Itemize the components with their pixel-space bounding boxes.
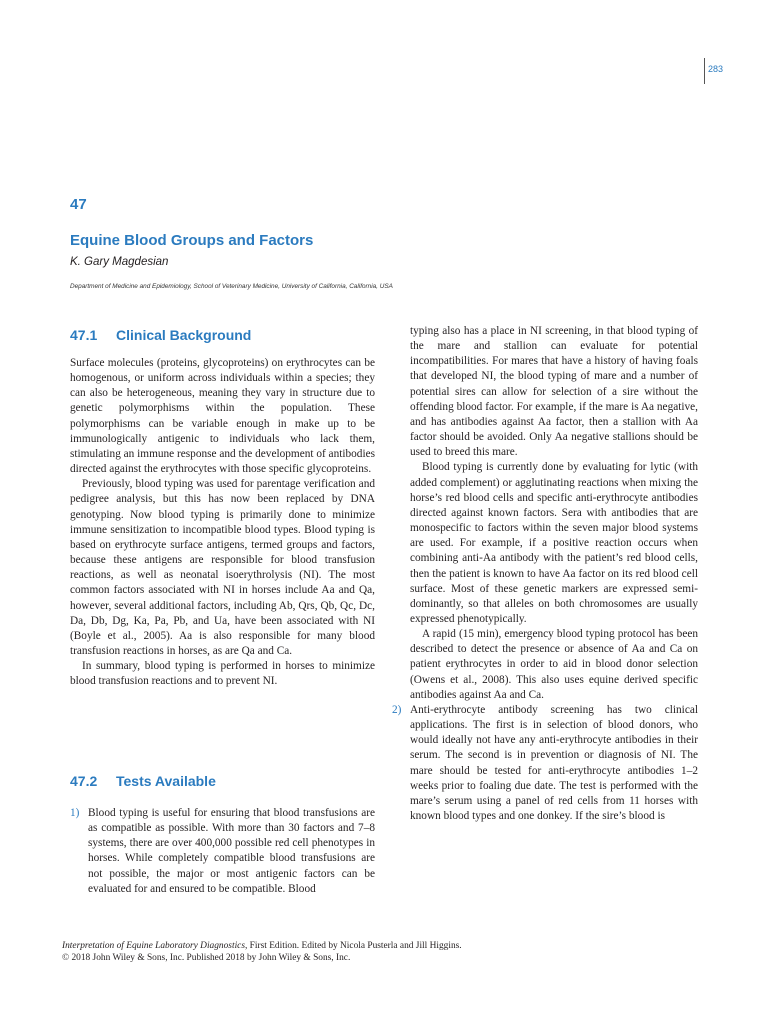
body-paragraph: A rapid (15 min), emergency blood typing protocol has been described to detect the presence or absence of Aa and Ca on patient erythrocytes in order to aid in blood donor selection (Owens et al., 2008). This also uses equine derived specific antibodies against Aa and Ca. (410, 628, 698, 701)
page-number: 283 (708, 64, 724, 74)
body-paragraph: Blood typing is currently done by evaluating for lytic (with added complement) or agglutinating reactions when mixing the horse’s red blood cells and specific anti-erythrocyte antibodies directed against known factors. Sera with antibodies that are monospecific to factors within the seven major blood systems are used. For example, if a positive reaction occurs when combining anti-Aa antibody with the patient’s red blood cells, then the patient is known to have Aa factor on its red blood cell surface. Most of these genetic markers are expressed semi-dominantly, so that alleles on both chromosomes are usually expressed phenotypically. (410, 461, 698, 625)
author-affiliation: Department of Medicine and Epidemiology, School of Veterinary Medicine, University of California, California, USA (70, 283, 393, 290)
body-paragraph: Surface molecules (proteins, glycoproteins) on erythrocytes can be homogenous, or uniform across individuals within a species; they can also be heterogeneous, meaning they vary in structure due to genetic polymorphisms within the population. These polymorphisms can be variable enough in make up to be immunologically antigenic to individuals who lack them, stimulating an immune response and the development of antibodies directed against the erythrocytes with those specific glycoproteins. (70, 357, 375, 476)
left-column-body (70, 356, 375, 689)
footer-book-title: Interpretation of Equine Laboratory Diagnostics (62, 941, 245, 951)
body-paragraph: typing also has a place in NI screening, in that blood typing of the mare and stallion can evaluate for potential incompatibilities. For mares that have a history of having foals that developed NI, the blood typing of mare and a number of potential sires can allow for selection of a sire without the offending blood factor. For example, if the mare is Aa negative, and has antibodies against Aa factor, then a stallion with Aa factor should be avoided. Only Aa negative stallions should be used to breed this mare. (410, 325, 698, 459)
chapter-title: Equine Blood Groups and Factors (70, 232, 314, 249)
list-item-continuation (392, 324, 698, 703)
section-number: 47.1 (70, 327, 98, 343)
section-heading-clinical-background (70, 327, 251, 343)
footer-edition: , First Edition. Edited by Nicola Pusterla and Jill Higgins. (244, 941, 462, 951)
chapter-author: K. Gary Magdesian (70, 256, 169, 268)
section-number: 47.2 (70, 773, 98, 789)
footer-citation (62, 940, 462, 952)
page-number-rule (704, 58, 705, 84)
left-column-list (70, 806, 375, 897)
right-column-body (392, 324, 698, 824)
chapter-number: 47 (70, 196, 87, 213)
list-marker: 1) (70, 807, 80, 819)
footer-copyright: © 2018 John Wiley & Sons, Inc. Published 2018 by John Wiley & Sons, Inc. (62, 953, 351, 963)
list-marker: 2) (392, 703, 402, 716)
list-item (392, 703, 698, 824)
section-title: Tests Available (116, 773, 216, 789)
body-paragraph: In summary, blood typing is performed in horses to minimize blood transfusion reactions and to prevent NI. (70, 660, 375, 688)
list-item-text: Anti-erythrocyte antibody screening has two clinical applications. The first is in selection of blood donors, who would ideally not have any anti-erythrocyte antibodies in their serum. The second is in prevention or diagnosis of NI. The mare should be tested for anti-erythrocyte antibodies 1–2 weeks prior to foaling due date. The test is performed with the mare’s serum using a panel of red cells from 11 horses with known blood types and one donkey. If the sire’s blood is (410, 703, 698, 822)
list-item-text: Blood typing is useful for ensuring that blood transfusions are as compatible as possible. With more than 30 factors and 7–8 systems, there are over 400,000 possible red cell phenotypes in horses. While completely compatible blood transfusions are not possible, the major or most antigenic factors can be evaluated for and ensured to be compatible. Blood (88, 807, 375, 895)
page-footer (62, 940, 462, 964)
list-item (70, 806, 375, 897)
section-title: Clinical Background (116, 327, 252, 343)
section-heading-tests-available (70, 773, 216, 789)
body-paragraph: Previously, blood typing was used for parentage verification and pedigree analysis, but this has now been replaced by DNA genotyping. Now blood typing is primarily done to minimize immune sensitization to incompatible blood types. Blood typing is based on erythrocyte surface antigens, termed groups and factors, because these antigens are responsible for blood transfusion reactions, as well as neonatal isoerythrolysis (NI). The most common factors associated with NI in horses include Aa and Qa, however, several additional factors, including Ab, Qrs, Qb, Qc, Dc, Da, Db, Dg, Ka, Pa, Pb, and Ua, have been associated with NI (Boyle et al., 2005). Aa is also responsible for many blood transfusion reactions in horses, as are Qa and Ca. (70, 478, 375, 657)
